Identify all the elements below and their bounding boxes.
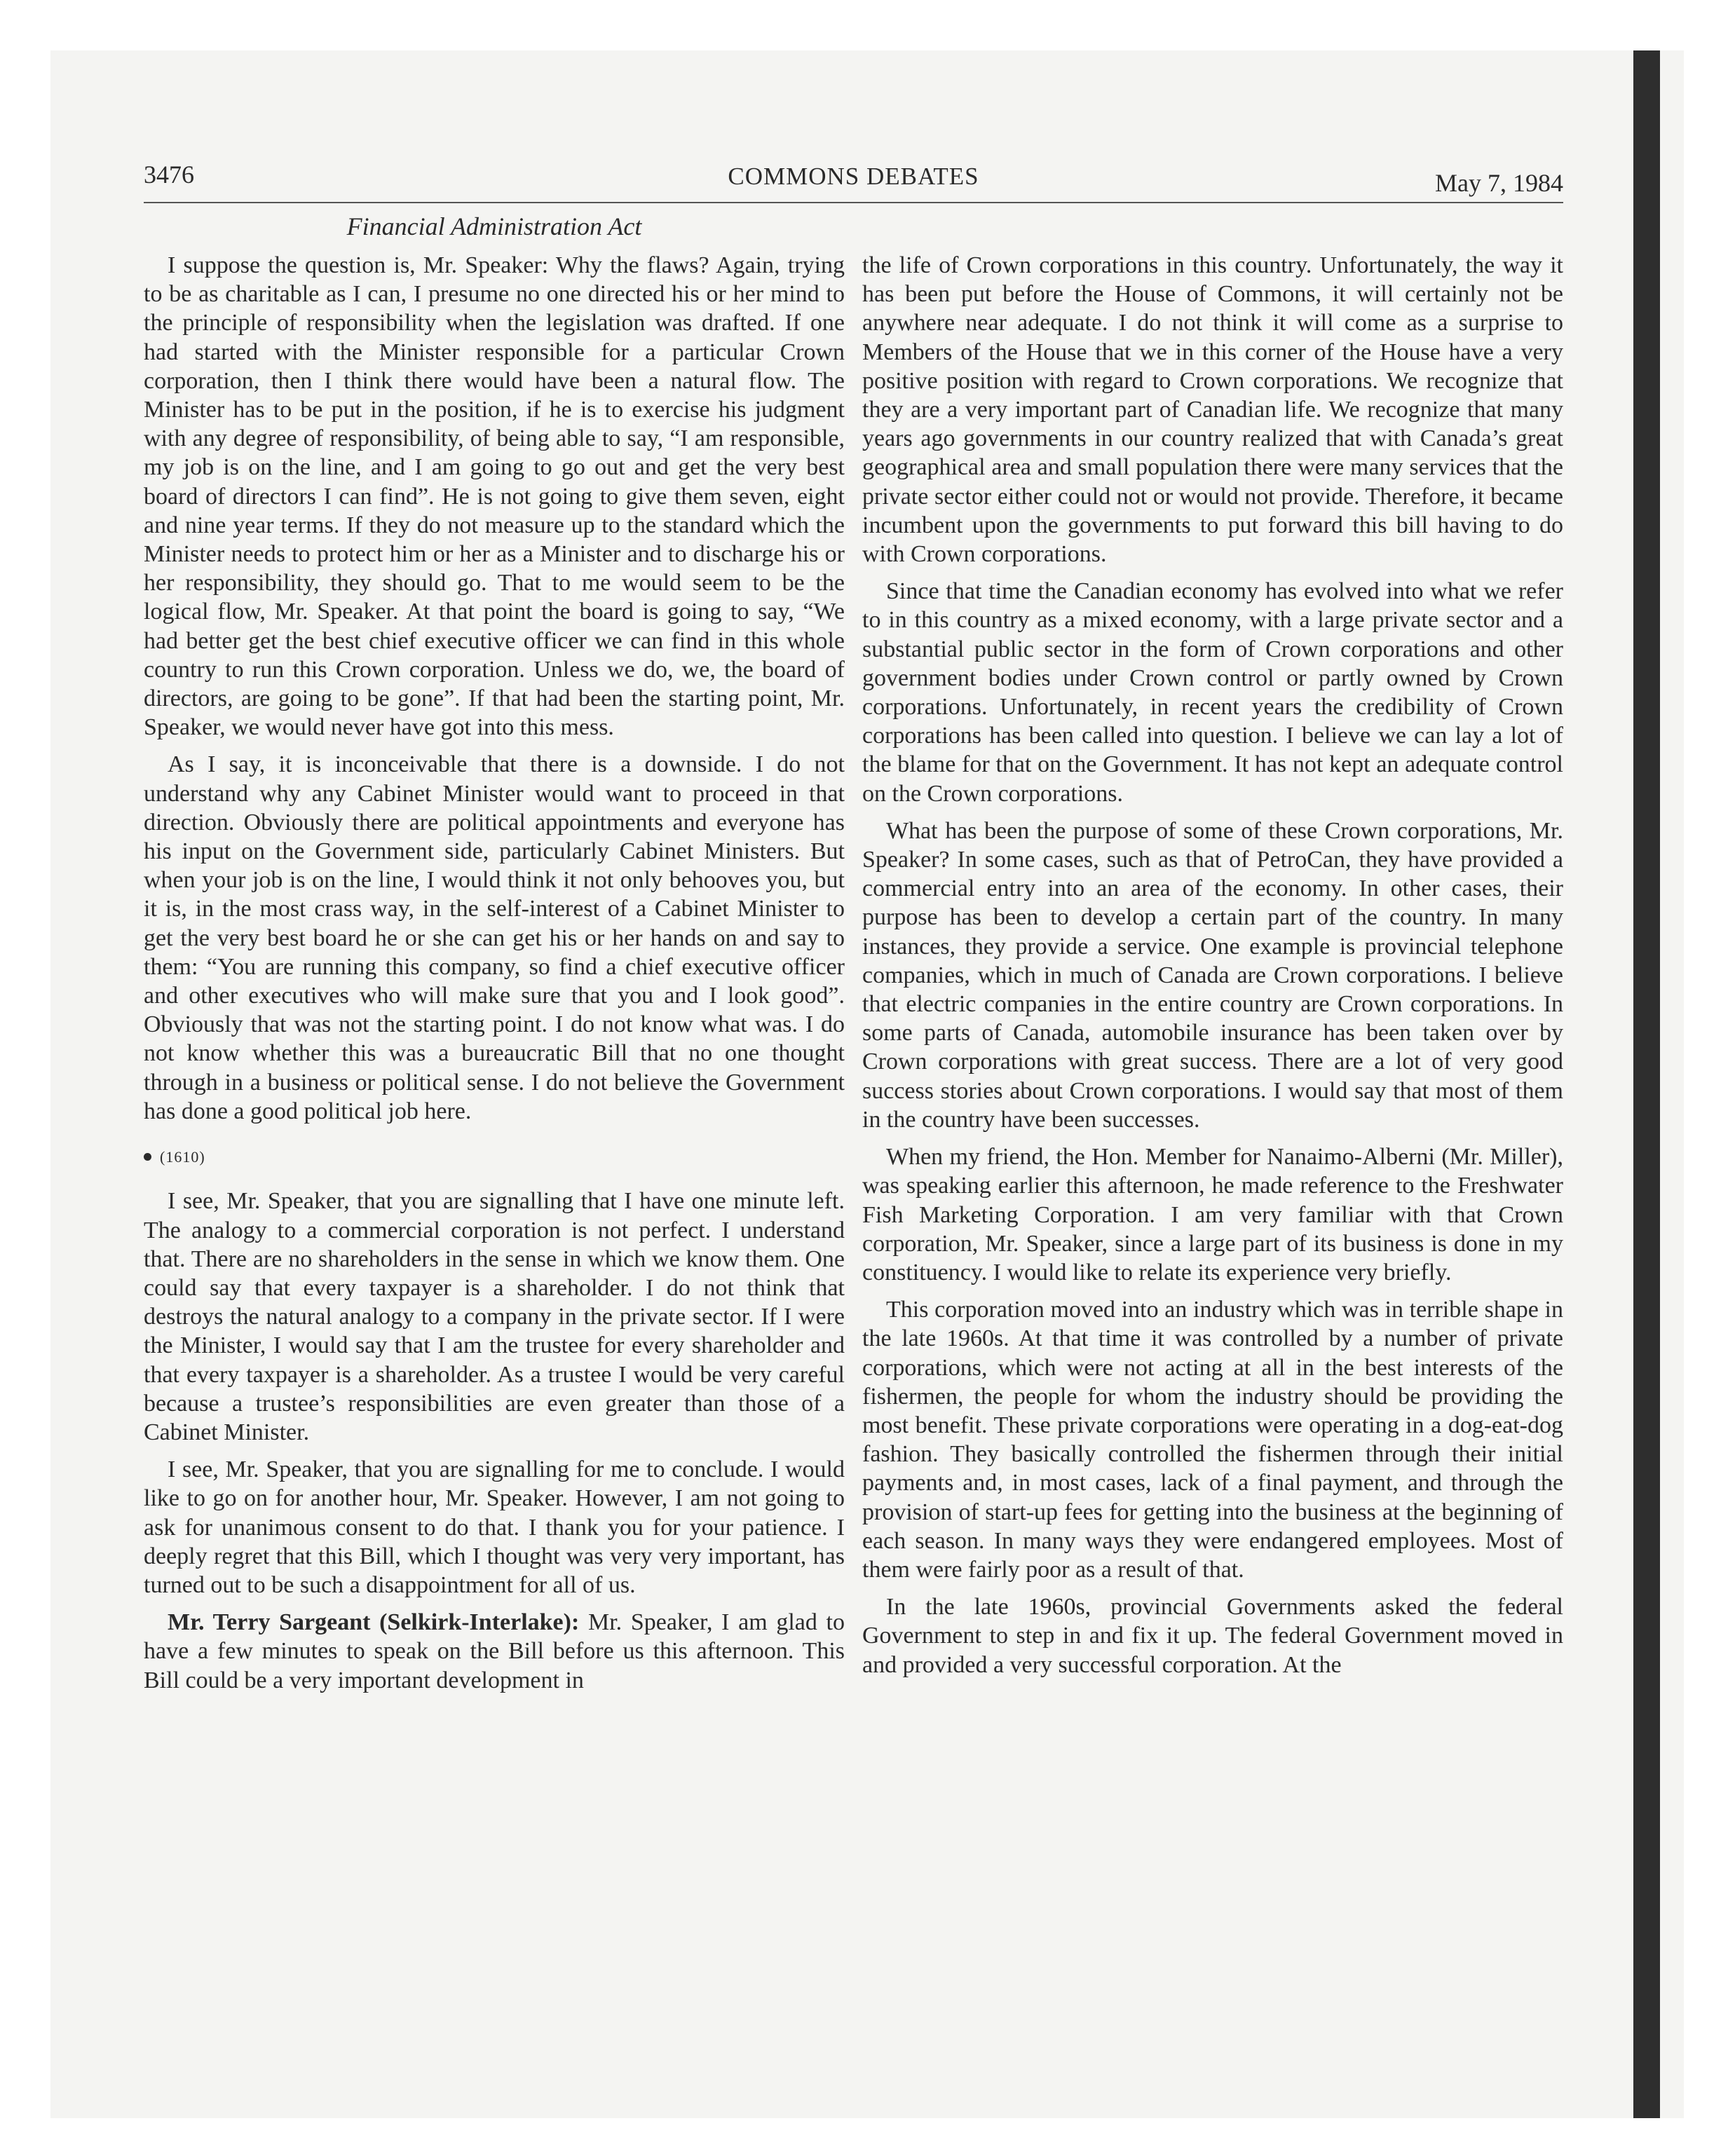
paragraph: I see, Mr. Speaker, that you are signalling for me to conclude. I would like to go on for another hour, Mr. Speaker. However, I am not going to ask for unanimous consent to do that. I thank you for your patience. I deeply regret that this Bill, which I thought was very very important, has turned out to be such a disappointment for all of us.: [144, 1456, 845, 1598]
paragraph: As I say, it is inconceivable that there is a downside. I do not understand why any Cabinet Minister would want to proceed in that direction. Obviously there are political appointments and everyone has his input on the Government side, particularly Cabinet Ministers. But when your job is on the line, I would think it not only behooves you, but it is, in the most crass way, in the self-interest of a Cabinet Minister to get the very best board he or she can get his or her hands on and say to them: “You are running this company, so find a chief executive officer and other executives who will make sure that you and I look good”. Obviously that was not the starting point. I do not know what was. I do not know whether this was a bureaucratic Bill that no one thought through in a business or political sense. I do not believe the Government has done a good political job here.: [144, 751, 845, 1124]
paragraph: In the late 1960s, provincial Governments asked the federal Government to step in and fix it up. The federal Government moved in and provided a very successful corporation. At the: [862, 1594, 1563, 1678]
paragraph: What has been the purpose of some of these Crown corporations, Mr. Speaker? In some cases, such as that of PetroCan, they have provided a commercial entry into an area of the economy. In other cases, their purpose has been to develop a certain part of the country. In many instances, they provide a service. One example is provincial telephone companies, which in much of Canada are Crown corporations. I believe that electric companies in the entire country are Crown corporations. In some parts of Canada, automobile insurance has been taken over by Crown corporations with great success. There are a lot of very good success stories about Crown corporations. I would say that most of them in the country have been successes.: [862, 817, 1563, 1133]
time-marker: [144, 1142, 845, 1171]
paragraph: Since that time the Canadian economy has evolved into what we refer to in this country as a mixed economy, with a large private sector and a substantial public sector in the form of Crown corporations and other government bodies under Crown control or partly owned by Crown corporations. Unfortunately, in recent years the credibility of Crown corporations has been called into question. I believe we can lay a lot of the blame for that on the Government. It has not kept an adequate control on the Crown corporations.: [862, 578, 1563, 807]
section-title: Financial Administration Act: [346, 212, 642, 240]
page-header: [144, 160, 1563, 203]
left-column: [144, 251, 845, 1703]
bullet-icon: [144, 1153, 151, 1161]
speaker-paragraph: [144, 1608, 845, 1695]
page-date: May 7, 1984: [1435, 169, 1563, 197]
page-number: 3476: [144, 161, 194, 189]
paragraph: When my friend, the Hon. Member for Nanaimo-Alberni (Mr. Miller), was speaking earlier this afternoon, he made reference to the Freshwater Fish Marketing Corporation. I am very familiar with that Crown corporation, Mr. Speaker, since a large part of its business is done in my constituency. I would like to relate its experience very briefly.: [862, 1144, 1563, 1285]
publication-title: COMMONS DEBATES: [728, 163, 979, 190]
paragraph: I suppose the question is, Mr. Speaker: Why the flaws? Again, trying to be as charitable as I can, I presume no one directed his or her mind to the principle of responsibility when the legislation was drafted. If one had started with the Minister responsible for a particular Crown corporation, then I think there would have been a natural flow. The Minister has to be put in the position, if he is to exercise his judgment with any degree of responsibility, of being able to say, “I am responsible, my job is on the line, and I am going to go out and get the very best board of directors I can find”. He is not going to give them seven, eight and nine year terms. If they do not measure up to the standard which the Minister needs to protect him or her as a Minister and to discharge his or her responsibility, they should go. That to me would seem to be the logical flow, Mr. Speaker. At that point the board is going to say, “We had better get the best chief executive officer we can find in this whole country to run this Crown corporation. Unless we do, we, the board of directors, are going to be gone”. If that had been the starting point, Mr. Speaker, we would never have got into this mess.: [144, 252, 845, 741]
time-marker-label: (1610): [160, 1148, 205, 1166]
paragraph: This corporation moved into an industry which was in terrible shape in the late 1960s. At that time it was controlled by a number of private corporations, which were not acting at all in the best interests of the fishermen, the people for whom the industry should be providing the most benefit. These private corporations were operating in a dog-eat-dog fashion. They basically controlled the fishermen through their initial payments and, in most cases, lack of a final payment, and through the provision of start-up fees for getting into the business at the beginning of each season. In many ways they were endangered employees. Most of them were fairly poor as a result of that.: [862, 1297, 1563, 1583]
right-column: [862, 251, 1563, 1688]
speaker-text: Mr. Speaker, I am glad to have a few minutes to speak on the Bill before us this afternoon. This Bill could be a very important development in: [144, 1609, 845, 1693]
paragraph: the life of Crown corporations in this country. Unfortunately, the way it has been put before the House of Commons, it will certainly not be anywhere near adequate. I do not think it will come as a surprise to Members of the House that we in this corner of the House have a very positive position with regard to Crown corporations. We recognize that they are a very important part of Canadian life. We recognize that many years ago governments in our country realized that with Canada’s great geographical area and small population there were many services that the private sector either could not or would not provide. Therefore, it became incumbent upon the governments to put forward this bill having to do with Crown corporations.: [862, 252, 1563, 568]
paragraph: I see, Mr. Speaker, that you are signalling that I have one minute left. The analogy to a commercial corporation is not perfect. I understand that. There are no shareholders in the sense in which we know them. One could say that every taxpayer is a shareholder. I do not think that destroys the natural analogy to a company in the private sector. If I were the Minister, I would say that I am the trustee for every shareholder and that every taxpayer is a shareholder. As a trustee I would be very careful because a trustee’s responsibilities are even greater than those of a Cabinet Minister.: [144, 1188, 845, 1445]
scan-edge-bar: [1633, 50, 1660, 2118]
speaker-name: Mr. Terry Sargeant (Selkirk-Interlake):: [168, 1609, 580, 1636]
